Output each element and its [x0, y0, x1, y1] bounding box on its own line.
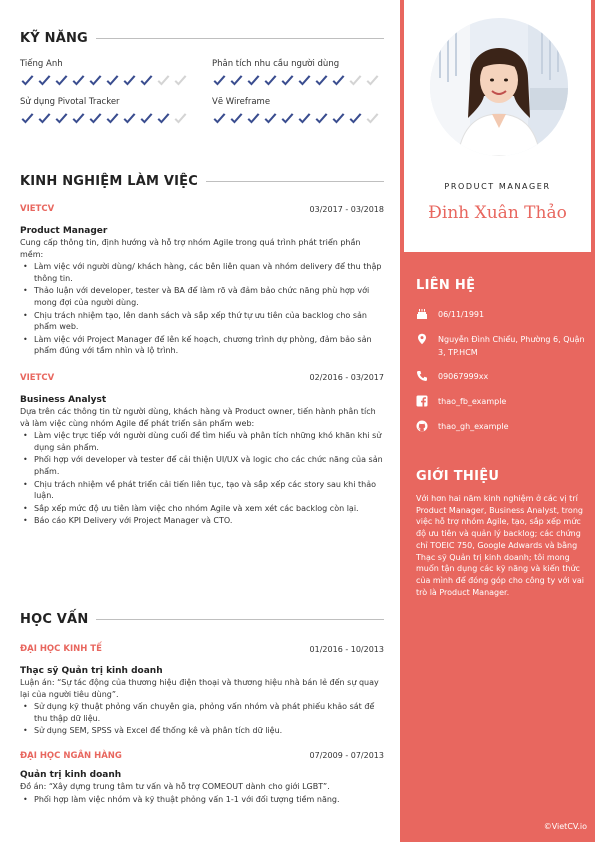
check-icon [20, 74, 35, 88]
github-icon [416, 420, 430, 434]
check-icon [54, 112, 69, 126]
avatar-illustration [430, 18, 568, 156]
check-icon [331, 112, 346, 126]
list-item: • Làm việc với người dùng/ khách hàng, các bên liên quan và nhóm delivery để thu thập thông tin. [20, 261, 384, 284]
check-icon [297, 112, 312, 126]
contact-list [416, 308, 586, 445]
check-icon [314, 112, 329, 126]
experience-list [20, 202, 384, 537]
skill-rating [212, 74, 384, 88]
check-icon [280, 74, 295, 88]
check-icon [37, 74, 52, 88]
check-icon [212, 74, 227, 88]
skill-rating [20, 112, 212, 126]
contact-facebook[interactable] [416, 395, 586, 409]
avatar [430, 18, 568, 156]
list-item: • Sử dụng kỹ thuật phỏng vấn chuyên gia, phỏng vấn nhóm và phát phiếu khảo sát để thu thập dữ liệu. [20, 701, 384, 724]
skills-list [20, 58, 384, 126]
check-icon [139, 74, 154, 88]
list-item: • Sắp xếp mức độ ưu tiên làm việc cho nhóm Agile và xem xét các backlog còn lại. [20, 503, 384, 515]
list-item: • Phối hợp với developer và tester để cải thiện UI/UX và logic cho các chức năng của sản phẩm. [20, 454, 384, 477]
degree: Quản trị kinh doanh [20, 769, 122, 780]
skill-rating [212, 112, 384, 126]
education-heading: HỌC VẤN [20, 609, 384, 629]
check-icon [139, 112, 154, 126]
calendar-icon [416, 308, 430, 322]
check-icon [37, 112, 52, 126]
experience-entry [20, 371, 384, 527]
birthday-text: 06/11/1991 [438, 310, 485, 319]
copyright: ©VietCV.io [543, 822, 587, 831]
check-icon [263, 74, 278, 88]
job-description: Cung cấp thông tin, định hướng và hỗ trợ nhóm Agile trong quá trình phát triển phần mềm: [20, 238, 361, 259]
list-item: • Làm việc với Project Manager để lên kế hoạch, chương trình dự phòng, đảm bảo sản phẩm đúng với tầm nhìn và lộ trình. [20, 334, 384, 357]
bullet-list [20, 261, 384, 357]
check-icon [54, 74, 69, 88]
list-item: • Chịu trách nhiệm về phát triển cải tiến liên tục, tạo và sắp xếp các story sau khi thảo luận. [20, 479, 384, 502]
skills-heading: KỸ NĂNG [20, 28, 384, 48]
facebook-text: thao_fb_example [438, 397, 507, 406]
period: 02/2016 - 03/2017 [309, 373, 384, 383]
check-icon [173, 74, 188, 88]
check-icon [105, 74, 120, 88]
school-name: ĐẠI HỌC NGÂN HÀNG [20, 750, 122, 761]
skill-name: Tiếng Anh [20, 59, 63, 69]
job-title: PRODUCT MANAGER [444, 182, 551, 191]
check-icon [314, 74, 329, 88]
check-icon [71, 74, 86, 88]
check-icon [156, 74, 171, 88]
check-icon [246, 112, 261, 126]
list-item: • Báo cáo KPI Delivery với Project Manager và CTO. [20, 515, 384, 527]
job-role: Business Analyst [20, 394, 107, 405]
period: 01/2016 - 10/2013 [309, 644, 384, 654]
check-icon [365, 112, 380, 126]
company-name: VIETCV [20, 372, 55, 383]
degree: Thạc sỹ Quản trị kinh doanh [20, 666, 163, 676]
check-icon [280, 112, 295, 126]
job-role: Product Manager [20, 226, 108, 236]
thesis: Đồ án: “Xây dựng trung tâm tư vấn và hỗ trợ COMEOUT dành cho giới LGBT”. [20, 781, 330, 791]
skill-name: Vẽ Wireframe [212, 97, 271, 107]
check-icon [105, 112, 120, 126]
check-icon [348, 74, 363, 88]
education-entry [20, 642, 384, 737]
facebook-icon [416, 395, 430, 409]
check-icon [263, 112, 278, 126]
check-icon [212, 112, 227, 126]
skill-item [20, 58, 212, 88]
skill-item [212, 96, 384, 126]
phone-text: 09067999xx [438, 372, 489, 381]
check-icon [297, 74, 312, 88]
check-icon [348, 112, 363, 126]
person-name: Đinh Xuân Thảo [428, 203, 567, 223]
contact-address [416, 333, 586, 359]
skill-rating [20, 74, 212, 88]
phone-icon [416, 370, 430, 384]
thesis: Luận án: “Sự tác động của thương hiệu điện thoại và thương hiệu nhà bán lẻ đến sự quay lại của người tiêu dùng”. [20, 678, 379, 699]
bullet-list [20, 430, 384, 527]
company-name: VIETCV [20, 204, 55, 214]
education-entry [20, 749, 384, 805]
list-item: • Phối hợp làm việc nhóm và kỹ thuật phỏng vấn 1-1 với đối tượng tiềm năng. [20, 794, 384, 806]
contact-phone [416, 370, 586, 384]
bullet-list [20, 701, 384, 737]
about-heading: GIỚI THIỆU [416, 469, 500, 484]
check-icon [365, 74, 380, 88]
divider [206, 181, 384, 182]
list-item: • Sử dụng SEM, SPSS và Excel để thống kê và phân tích dữ liệu. [20, 725, 384, 737]
divider [96, 38, 384, 39]
check-icon [156, 112, 171, 126]
check-icon [122, 74, 137, 88]
experience-entry [20, 202, 384, 357]
check-icon [88, 112, 103, 126]
list-item: • Thảo luận với developer, tester và BA để làm rõ và đảm bảo chức năng phù hợp với mong đợi của người dùng. [20, 285, 384, 308]
check-icon [331, 74, 346, 88]
about-text: Với hơn hai năm kinh nghiệm ở các vị trí Product Manager, Business Analyst, trong việc hỗ trợ nhóm Agile, tạo, sắp xếp mức độ ưu tiên và quản lý backlog; các chứng chỉ TOEIC 750, Google Adwards và bằng Thạc sỹ Quản trị kinh doanh; tôi mong muốn tận dụng các kỹ năng và kiến thức của mình để đóng góp cho công ty với vai trò là Product Manager. [416, 494, 584, 597]
contact-birthday [416, 308, 586, 322]
school-name: ĐẠI HỌC KINH TẾ [20, 644, 102, 654]
check-icon [122, 112, 137, 126]
check-icon [246, 74, 261, 88]
bullet-list [20, 794, 384, 806]
check-icon [71, 112, 86, 126]
check-icon [173, 112, 188, 126]
skill-name: Phân tích nhu cầu người dùng [212, 59, 340, 69]
check-icon [229, 74, 244, 88]
list-item: • Chịu trách nhiệm tạo, lên danh sách và sắp xếp thứ tự ưu tiên của backlog cho sản phẩm web. [20, 310, 384, 333]
list-item: • Làm việc trực tiếp với người dùng cuối để tìm hiểu và phân tích những khó khăn khi sử dụng sản phẩm. [20, 430, 384, 453]
check-icon [88, 74, 103, 88]
profile-card [404, 0, 591, 252]
contact-github[interactable] [416, 420, 586, 434]
address-text: Nguyễn Đình Chiểu, Phường 6, Quận 3, TP.HCM [438, 335, 585, 357]
period: 07/2009 - 07/2013 [309, 751, 384, 761]
period: 03/2017 - 03/2018 [309, 204, 384, 214]
experience-heading: KINH NGHIỆM LÀM VIỆC [20, 171, 384, 191]
job-description: Dựa trên các thông tin từ người dùng, khách hàng và Product owner, tiến hành phân tích và làm việc cùng nhóm Agile để phát triển sản phẩm web: [20, 406, 376, 428]
divider [96, 619, 384, 620]
github-text: thao_gh_example [438, 422, 509, 431]
contact-heading: LIÊN HỆ [416, 278, 476, 293]
check-icon [229, 112, 244, 126]
skill-item [212, 58, 384, 88]
education-list [20, 642, 384, 815]
check-icon [20, 112, 35, 126]
skill-name: Sử dụng Pivotal Tracker [20, 97, 120, 107]
location-pin-icon [416, 333, 430, 347]
skill-item [20, 96, 212, 126]
